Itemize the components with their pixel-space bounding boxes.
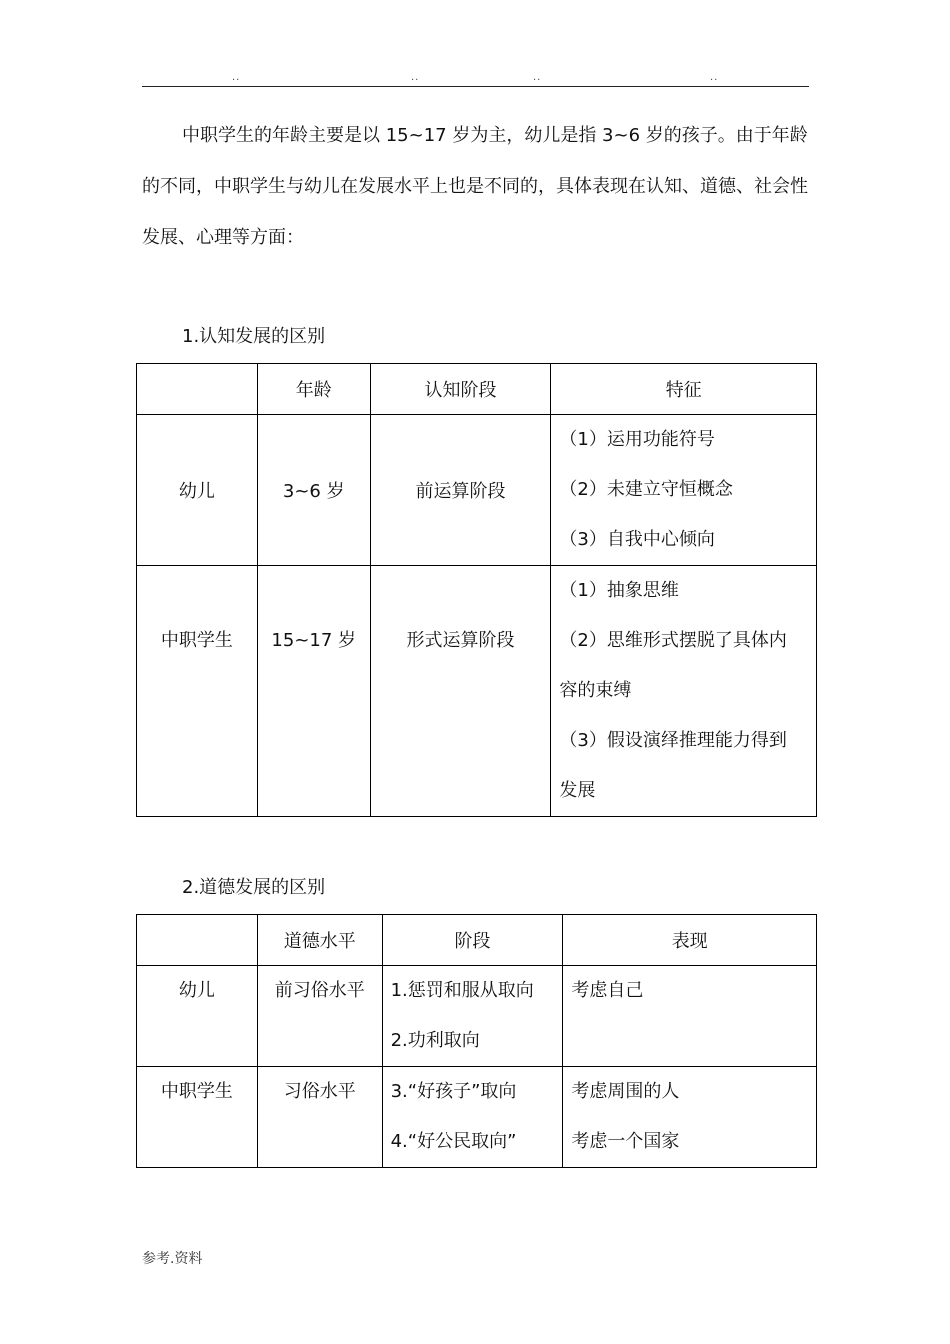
stage-line: 1.惩罚和服从取向 [390, 980, 534, 1001]
stage-line: 4.“好公民取向” [390, 1131, 517, 1152]
feature-line: （3）自我中心倾向 [559, 529, 715, 550]
performance-line: 考虑一个国家 [571, 1131, 680, 1152]
header-cell: 年龄 [257, 364, 370, 415]
feature-line: （1）运用功能符号 [559, 429, 715, 450]
group-cell: 幼儿 [137, 415, 258, 566]
header-cell [137, 915, 258, 966]
section-heading-cognitive: 1.认知发展的区别 [182, 326, 326, 347]
performance-line: 考虑周围的人 [571, 1081, 680, 1102]
cognitive-table [136, 363, 817, 817]
performance-cell [563, 1067, 817, 1168]
performance-cell [563, 966, 817, 1067]
level-cell: 习俗水平 [257, 1067, 382, 1168]
stage-cell: 前运算阶段 [370, 415, 551, 566]
header-mark: .. [533, 72, 542, 83]
header-cell: 阶段 [382, 915, 563, 966]
features-cell [551, 566, 817, 817]
feature-line: （3）假设演绎推理能力得到 [559, 730, 787, 751]
footer-label: 参考.资料 [142, 1251, 203, 1267]
stages-cell [382, 1067, 563, 1168]
header-cell [137, 364, 258, 415]
features-cell [551, 415, 817, 566]
feature-line: （2）思维形式摆脱了具体内 [559, 630, 787, 651]
table-header-row [137, 915, 817, 966]
moral-table [136, 914, 817, 1168]
table-header-row [137, 364, 817, 415]
header-mark: .. [232, 72, 241, 83]
intro-paragraph: 中职学生的年龄主要是以 15~17 岁为主，幼儿是指 3~6 岁的孩子。由于年龄的不同，中职学生与幼儿在发展水平上也是不同的，具体表现在认知、道德、社会性发展、心理等方面： [142, 125, 808, 248]
stage-line: 3.“好孩子”取向 [390, 1081, 517, 1102]
feature-line: （2）未建立守恒概念 [559, 479, 733, 500]
table-row [137, 1067, 817, 1168]
header-cell: 道德水平 [257, 915, 382, 966]
header-cell: 表现 [563, 915, 817, 966]
group-cell: 幼儿 [137, 966, 258, 1067]
section-heading-moral: 2.道德发展的区别 [182, 877, 326, 898]
age-cell: 3~6 岁 [257, 415, 370, 566]
group-cell: 中职学生 [137, 566, 258, 817]
feature-line: （1）抽象思维 [559, 580, 679, 601]
header-mark: .. [411, 72, 420, 83]
feature-line: 发展 [559, 780, 596, 801]
stages-cell [382, 966, 563, 1067]
stage-cell: 形式运算阶段 [370, 566, 551, 817]
table-row [137, 415, 817, 566]
performance-line: 考虑自己 [571, 980, 644, 1001]
stage-line: 2.功利取向 [390, 1030, 480, 1051]
table-row [137, 566, 817, 817]
level-cell: 前习俗水平 [257, 966, 382, 1067]
feature-line: 容的束缚 [559, 680, 632, 701]
table-row [137, 966, 817, 1067]
header-cell: 特征 [551, 364, 817, 415]
age-cell: 15~17 岁 [257, 566, 370, 817]
header-rule [142, 86, 809, 87]
header-mark: .. [710, 72, 719, 83]
header-cell: 认知阶段 [370, 364, 551, 415]
group-cell: 中职学生 [137, 1067, 258, 1168]
